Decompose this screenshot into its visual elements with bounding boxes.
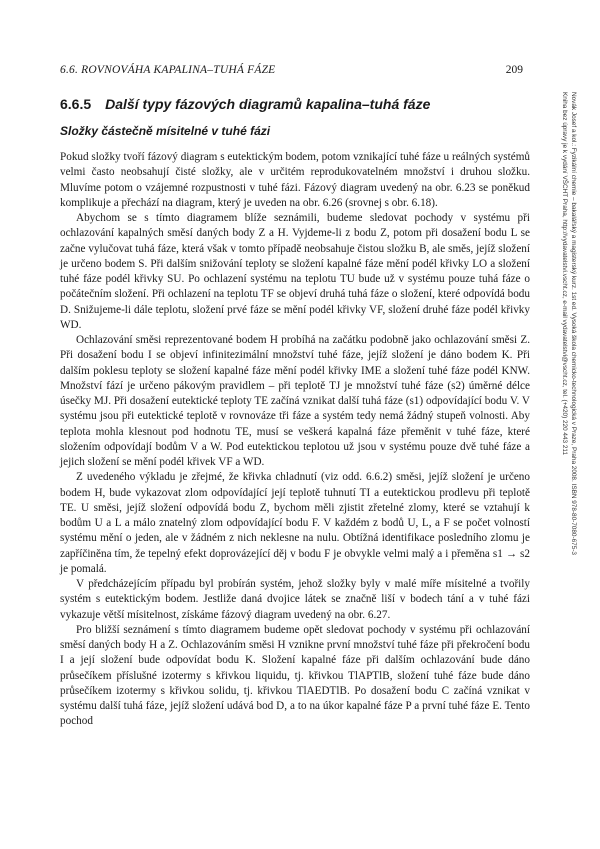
paragraph: Pro bližší seznámení s tímto diagramem budeme opět sledovat pochody v systému při ochlazování směsí daných body H a Z. Ochlazováním směsi H vznikne první množství tuhé fáze při překročení bodu I a její složení bude odpovídat bodu K. Složení kapalné fáze při dalším ochlazování bude dáno průsečíkem příslušné izotermy s křivkou liquidu, tj. křivkou TlAPTlB, složení tuhé fáze bude dáno průsečíkem izotermy s křivkou solidu, tj. křivkou TlAEDTlB. Po dosažení bodu C začíná vznikat v systému další tuhá fáze, jejíž složení udává bod D, a to na úkor kapalné fáze P a první tuhé fáze E. Tento pochod [60,623,530,728]
section-heading [60,96,530,112]
section-number: 6.6.5 [60,96,92,112]
side-note-line: Novák Josef a kol.: Fyzikální chemie – bakalářský a magisterský kurz. 1st ed. Vysoká škola chemicko-technologická v Praze, Praha 2008. ISBN 978-80-7080-675-3 [570,92,577,555]
body-text [60,150,530,730]
side-note-line: Kniha bez úpravy je k vydání VŠCHT Praha, http://vydavatelstvi.vscht.cz, e-mail vydavatelstvi@vscht.cz, tel. (+420) 220 443 211 [561,92,568,456]
paragraph: V předcházejícím případu byl probírán systém, jehož složky byly v malé míře mísitelné a tvořily systém s eutektickým bodem. Jestliže daná dvojice látek se značně liší v bodech tání a v tuhé fázi vykazuje větší mísitelnost, získáme fázový diagram uvedený na obr. 6.27. [60,578,530,621]
page-number: 209 [505,64,523,76]
paragraph: Z uvedeného výkladu je zřejmé, že křivka chladnutí (viz odd. 6.6.2) směsi, jejíž složení je určeno bodem H, bude vykazovat zlom odpovídající její teplotě tuhnutí TI a eutektickou prodlevu při teplotě TE. U směsi, jejíž složení odpovídá bodu Z, bychom měli zjistit zřetelné zlomy, které se vztahují k bodům U a L a málo znatelný zlom odpovídající bodu F. V každém z bodů U, L, a F se počet volností systému mění o jeden, ale v žádném z nich neklesne na nulu. Obtížná identifikace posledního zlomu je zapříčiněna tím, že tepelný efekt doprovázející děj v bodu F je obvykle velmi malý a i přeměna s1 → s2 je pomalá. [60,471,530,575]
section-title: Další typy fázových diagramů kapalina–tuhá fáze [105,96,431,112]
paragraph: Pokud složky tvoří fázový diagram s eutektickým bodem, potom vznikající tuhé fáze u reálných systémů velmi často neobsahují čisté složky, ale v určitém reprodukovatelném množství i druhou složku. Mluvíme potom o vzájemné rozpustnosti v tuhé fázi. Fázový diagram uvedený na obr. 6.23 se poněkud komplikuje a přechází na diagram, který je uveden na obr. 6.26 (srovnej s obr. 6.18). [60,151,530,209]
running-head-title: 6.6. ROVNOVÁHA KAPALINA–TUHÁ FÁZE [60,64,276,76]
running-head [60,64,523,80]
subsection-heading: Složky částečně mísitelné v tuhé fázi [60,124,271,138]
paragraph: Ochlazování směsi reprezentované bodem H probíhá na začátku podobně jako ochlazování směsi Z. Při dosažení bodu I se objeví infinitezimální množství tuhé fáze, jejíž složení je dáno bodem K. Při dalším poklesu teploty se složení kapalné fáze mění podél křivky IME a složení tuhé fáze podél KNW. Množství fází je určeno pákovým pravidlem – při teplotě TJ je množství tuhé fáze (s2) úměrné délce úsečky MJ. Při dosažení eutektické teploty TE začíná vznikat další tuhá fáze (s1) odpovídající bodu V. V systému jsou při eutektické teplotě v rovnováze tři fáze a systém tedy nemá žádný stupeň volnosti. Aby teplota mohla klesnout pod hodnotu TE, musí se veškerá kapalná fáze přeměnit v tuhé fáze, které složením odpovídají bodům V a W. Pod eutektickou teplotou už jsou v systému pouze dvě tuhé fáze a jejich složení se mění podél křivek VF a WD. [60,334,530,468]
paragraph: Abychom se s tímto diagramem blíže seznámili, budeme sledovat pochody v systému při ochlazování kapalných směsí daných body Z a H. Vyjdeme-li z bodu Z, potom při dosažení bodu L se začne vylučovat tuhá fáze, která však v tomto případě neobsahuje čistou složku B, ale směs, jejíž složení je určeno bodem S. Při dalším snižování teploty se složení kapalné fáze mění podél křivky LO a složení tuhé fáze podél křivky SU. Po ochlazení systému na teplotu TU bude už v systému pouze tuhá fáze o počátečním složení. Při ochlazení na teplotu TF se objeví druhá tuhá fáze o složení, které odpovídá bodu D. Snižujeme-li dále teplotu, složení prvé fáze se mění podél křivky VF, složení druhé fáze podél křivky WD. [60,212,530,331]
